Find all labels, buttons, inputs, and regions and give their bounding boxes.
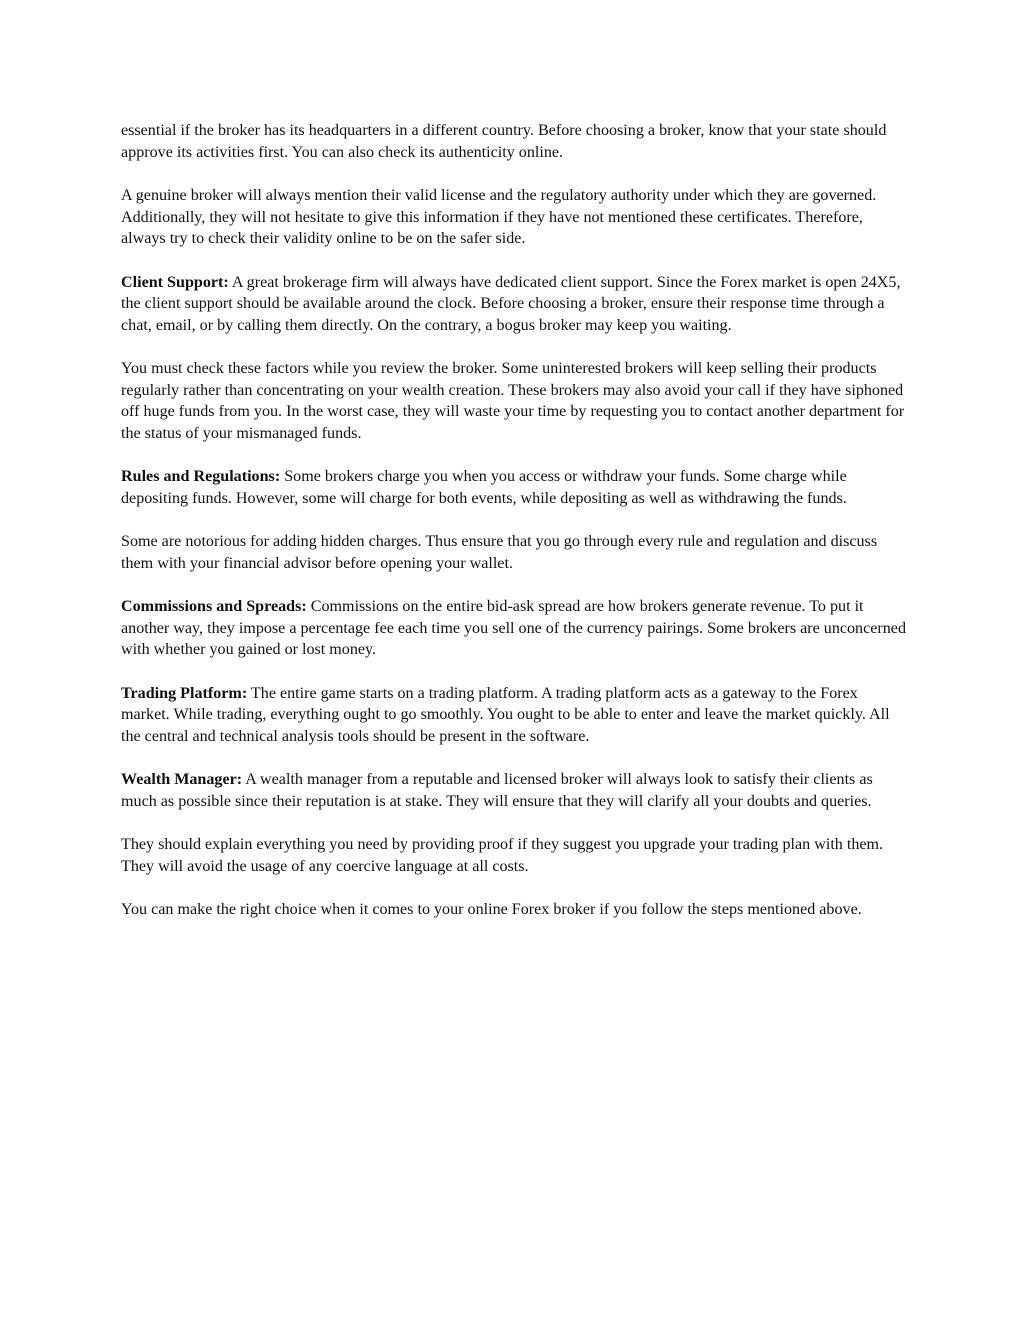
paragraph-text: The entire game starts on a trading platform. A trading platform acts as a gateway to the Forex market. While trading, everything ought to go smoothly. You ought to be able to enter and leave the market quickly. All the central and technical analysis tools should be present in the software.	[121, 684, 890, 745]
paragraph-commissions-and-spreads	[121, 596, 907, 661]
paragraph-text: A wealth manager from a reputable and licensed broker will always look to satisfy their clients as much as possible since their reputation is at stake. They will ensure that they will clarify all your doubts and queries.	[121, 771, 873, 810]
paragraph-text: A genuine broker will always mention their valid license and the regulatory authority under which they are governed. Additionally, they will not hesitate to give this information if they have not mentioned these certificates. Therefore, always try to check their validity online to be on the safer side.	[121, 187, 877, 247]
paragraph-text: Commissions on the entire bid-ask spread are how brokers generate revenue. To put it another way, they impose a percentage fee each time you sell one of the currency pairings. Some brokers are unconcerned with whether you gained or lost money.	[121, 598, 906, 658]
paragraph-text: They should explain everything you need by providing proof if they suggest you upgrade your trading plan with them. They will avoid the usage of any coercive language at all costs.	[121, 836, 884, 875]
paragraph	[121, 531, 907, 574]
paragraph	[121, 120, 907, 163]
paragraph-wealth-manager	[121, 769, 907, 812]
paragraph-conclusion	[121, 899, 907, 921]
paragraph-text: You can make the right choice when it comes to your online Forex broker if you follow the steps mentioned above.	[121, 901, 862, 918]
paragraph-client-support	[121, 272, 907, 337]
paragraph-text: Some brokers charge you when you access or withdraw your funds. Some charge while depositing funds. However, some will charge for both events, while depositing as well as withdrawing the funds.	[121, 468, 847, 507]
paragraph	[121, 834, 907, 877]
paragraph-text: Some are notorious for adding hidden charges. Thus ensure that you go through every rule and regulation and discuss them with your financial advisor before opening your wallet.	[121, 533, 878, 572]
paragraph-lead: Wealth Manager:	[121, 771, 243, 788]
paragraph-lead: Trading Platform:	[121, 684, 248, 702]
paragraph	[121, 358, 907, 444]
paragraph-lead: Commissions and Spreads:	[121, 598, 307, 615]
paragraph-trading-platform	[121, 683, 907, 748]
paragraph-text: You must check these factors while you review the broker. Some uninterested brokers will keep selling their products regularly rather than concentrating on your wealth creation. These brokers may also avoid your call if they have siphoned off huge funds from you. In the worst case, they will waste your time by requesting you to contact another department for the status of your mismanaged funds.	[121, 360, 905, 442]
paragraph-lead: Rules and Regulations:	[121, 468, 281, 485]
paragraph-text: essential if the broker has its headquarters in a different country. Before choosing a broker, know that your state should approve its activities first. You can also check its authenticity online.	[121, 122, 887, 161]
paragraph-text: A great brokerage firm will always have dedicated client support. Since the Forex market is open 24X5, the client support should be available around the clock. Before choosing a broker, ensure their response time through a chat, email, or by calling them directly. On the contrary, a bogus broker may keep you waiting.	[121, 273, 901, 334]
document-body	[121, 120, 907, 943]
paragraph-lead: Client Support:	[121, 273, 229, 291]
paragraph	[121, 185, 907, 250]
paragraph-rules-and-regulations	[121, 466, 907, 509]
